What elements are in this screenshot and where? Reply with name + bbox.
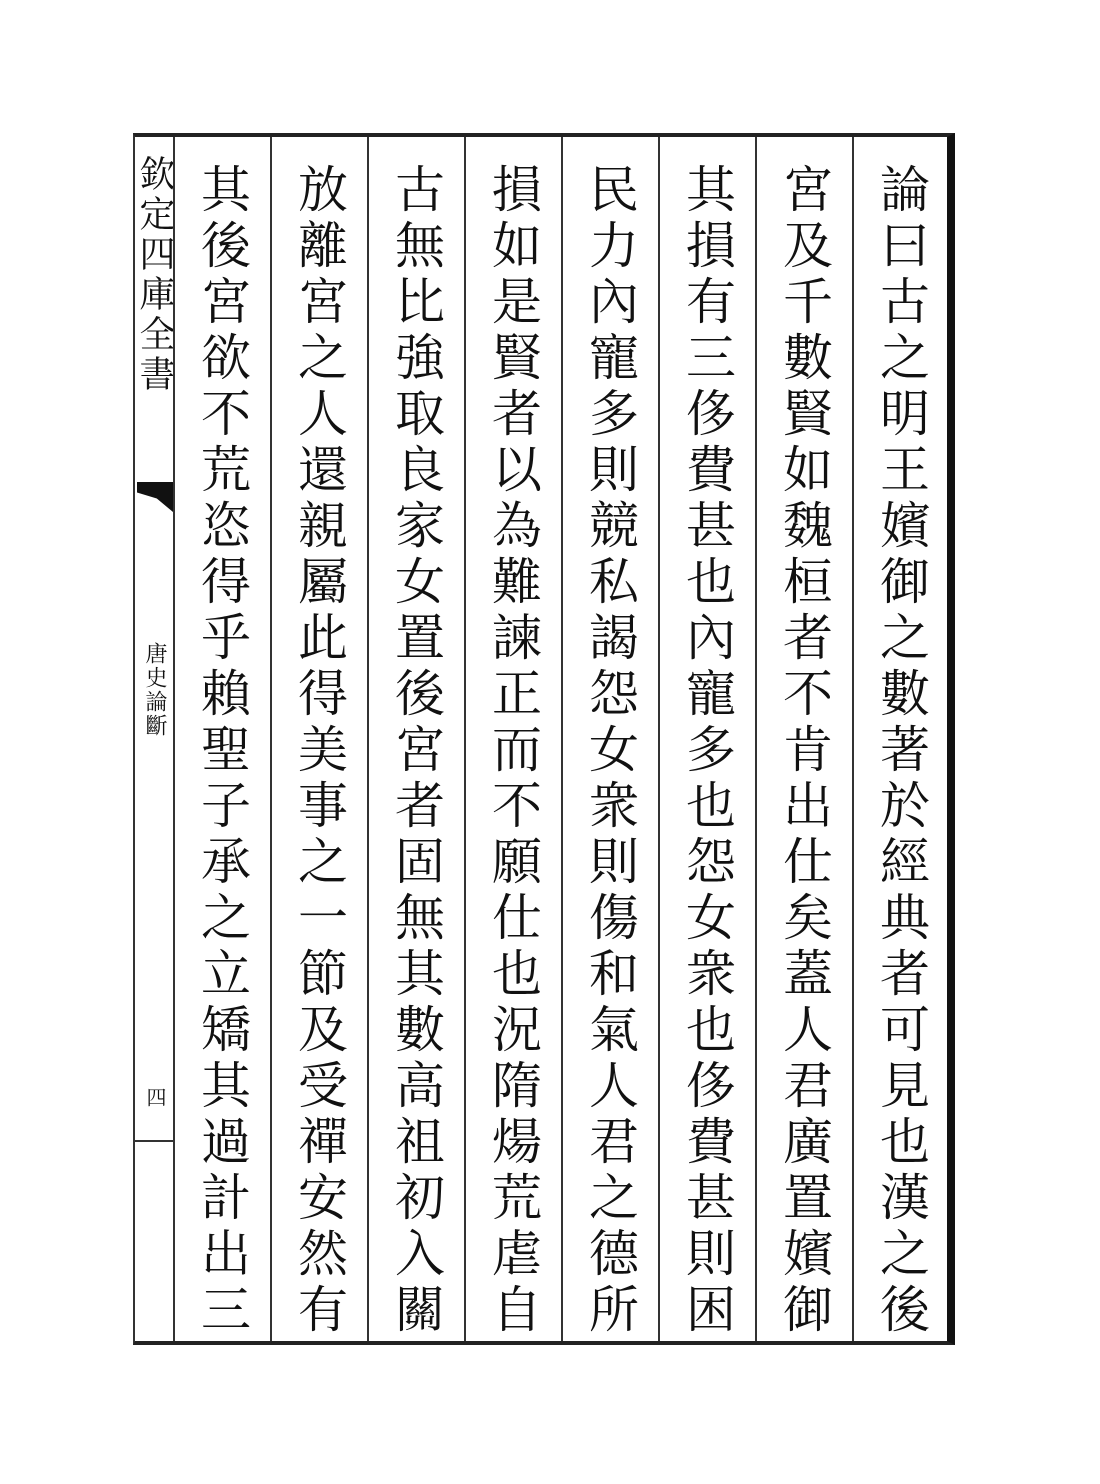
text-column-1	[852, 137, 949, 1341]
text-column-4	[561, 137, 658, 1341]
column-text: 論曰古之明王嬪御之數著於經典者可見也漢之後	[872, 163, 930, 1339]
fishtail-mark	[137, 482, 173, 512]
column-text: 損如是賢者以為難諫正而不願仕也況隋煬荒虐自	[484, 163, 542, 1339]
margin-divider	[135, 1140, 173, 1142]
margin-column	[135, 137, 173, 1341]
column-text: 古無比強取良家女置後宮者固無其數高祖初入關	[387, 163, 445, 1339]
text-column-5	[464, 137, 561, 1341]
text-column-7	[270, 137, 367, 1341]
column-text: 民力內寵多則競私謁怨女衆則傷和氣人君之德所	[581, 163, 639, 1339]
column-text: 其損有三侈費甚也內寵多也怨女衆也侈費甚則困	[678, 163, 736, 1339]
page-frame	[133, 133, 955, 1345]
column-text: 宮及千數賢如魏桓者不肯出仕矣蓋人君廣置嬪御	[775, 163, 833, 1339]
collection-title: 欽定四庫全書	[134, 155, 175, 395]
column-text: 其後宮欲不荒恣得乎賴聖子承之立矯其過計出三	[193, 163, 251, 1339]
page-number: 四	[143, 1087, 167, 1107]
text-column-2	[755, 137, 852, 1341]
book-title: 唐史論斷	[142, 642, 167, 738]
text-column-3	[658, 137, 755, 1341]
text-column-8	[173, 137, 270, 1341]
text-column-6	[367, 137, 464, 1341]
column-text: 放離宮之人還親屬此得美事之一節及受禪安然有	[290, 163, 348, 1339]
